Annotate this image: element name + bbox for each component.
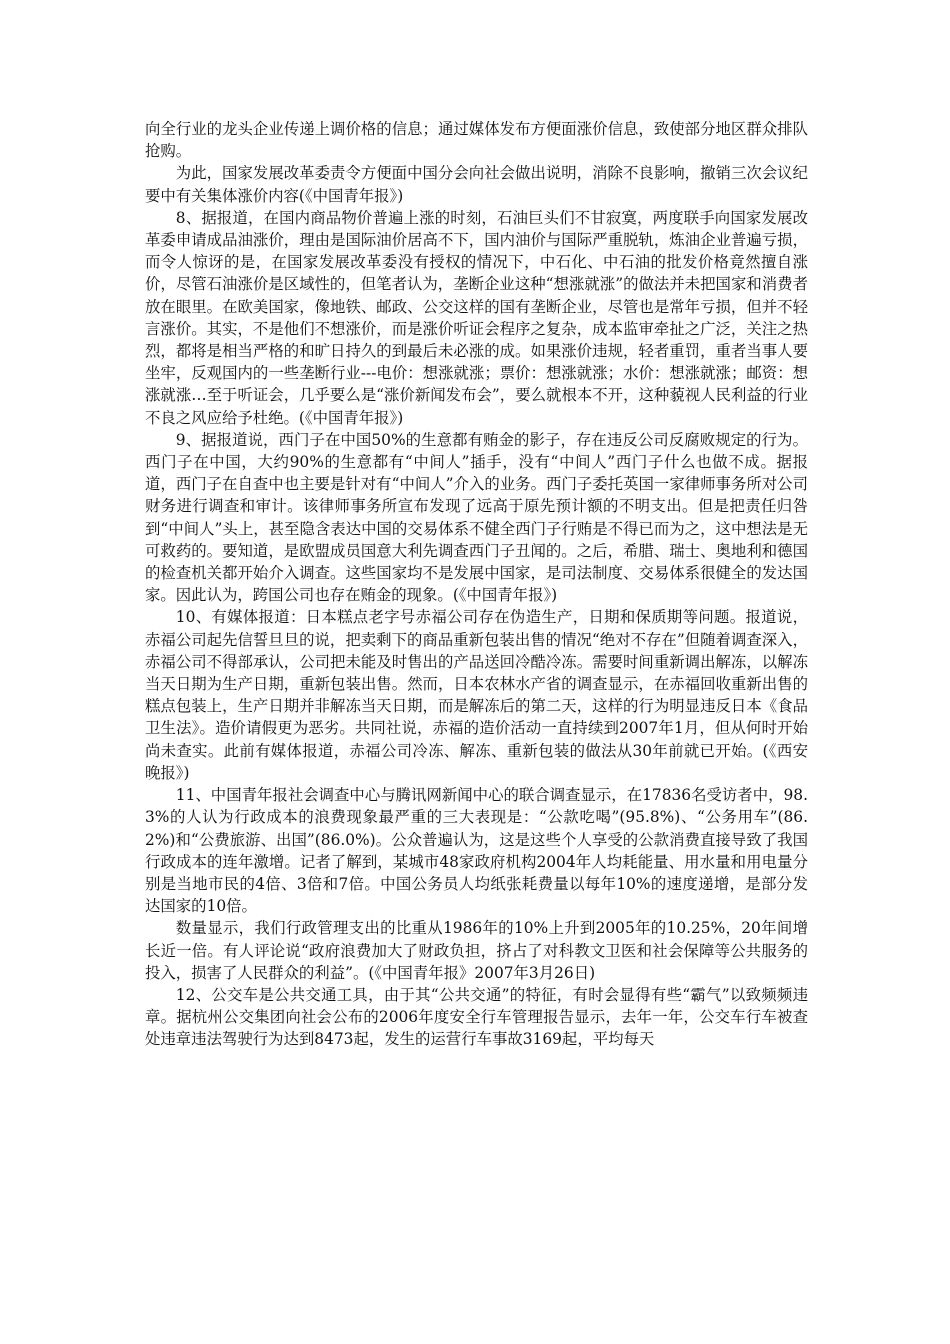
paragraph: 数量显示，我们行政管理支出的比重从1986年的10%上升到2005年的10.25%，20年间增长近一倍。有人评论说“政府浪费加大了财政负担，挤占了对科教文卫医和社会保障等公共服务的投入，损害了人民群众的利益”。(《中国青年报》2007年3月26日) <box>145 919 808 982</box>
paragraph-item-9: 9、据报道说，西门子在中国50%的生意都有贿金的影子，存在违反公司反腐败规定的行为。西门子在中国，大约90%的生意都有“中间人”插手，没有“中间人”西门子什么也做不成。据报道，西门子在自查中也主要是针对有“中间人”介入的业务。西门子委托英国一家律师事务所对公司财务进行调查和审计。该律师事务所宣布发现了远高于原先预计额的不明支出。但是把责任归咎到“中间人”头上，甚至隐含表达中国的交易体系不健全西门子行贿是不得已而为之，这中想法是无可救药的。要知道，是欧盟成员国意大利先调查西门子丑闻的。之后，希腊、瑞士、奥地利和德国的检查机关都开始介入调查。这些国家均不是发展中国家，是司法制度、交易体系很健全的发达国家。因此认为，跨国公司也存在贿金的现象。(《中国青年报》) <box>145 430 808 605</box>
document-page <box>145 118 808 1051</box>
paragraph: 为此，国家发展改革委责令方便面中国分会向社会做出说明，消除不良影响，撤销三次会议纪要中有关集体涨价内容(《中国青年报》) <box>145 164 808 205</box>
paragraph-item-10: 10、有媒体报道：日本糕点老字号赤福公司存在伪造生产，日期和保质期等问题。报道说，赤福公司起先信誓旦旦的说，把卖剩下的商品重新包装出售的情况“绝对不存在”但随着调查深入，赤福公司不得部承认，公司把未能及时售出的产品送回冷酷冷冻。需要时间重新调出解冻，以解冻当天日期为生产日期，重新包装出售。然而，日本农林水产省的调查显示，在赤福回收重新出售的糕点包装上，生产日期并非解冻当天日期，而是解冻后的第二天，这样的行为明显违反日本《食品卫生法》。造价请假更为恶劣。共同社说，赤福的造价活动一直持续到2007年1月，但从何时开始尚未查实。此前有媒体报道，赤福公司冷冻、解冻、重新包装的做法从30年前就已开始。(《西安晚报》) <box>145 608 808 782</box>
paragraph-continued: 向全行业的龙头企业传递上调价格的信息；通过媒体发布方便面涨价信息，致使部分地区群众排队抢购。 <box>145 120 808 161</box>
paragraph-item-12: 12、公交车是公共交通工具，由于其“公共交通”的特征，有时会显得有些“霸气”以致频频违章。据杭州公交集团向社会公布的2006年度安全行车管理报告显示，去年一年，公交车行车被查处违章违法驾驶行为达到8473起，发生的运营行车事故3169起，平均每天 <box>145 985 808 1049</box>
paragraph-item-11: 11、中国青年报社会调查中心与腾讯网新闻中心的联合调查显示，在17836名受访者中，98.3%的人认为行政成本的浪费现象最严重的三大表现是：“公款吃喝”(95.8%)、“公务用车”(86.2%)和“公费旅游、出国”(86.0%)。公众普遍认为，这是这些个人享受的公款消费直接导致了我国行政成本的连年激增。记者了解到，某城市48家政府机构2004年人均耗能量、用水量和用电量分别是当地市民的4倍、3倍和7倍。中国公务员人均纸张耗费量以每年10%的速度递增，是部分发达国家的10倍。 <box>145 786 808 916</box>
paragraph-item-8: 8、据报道，在国内商品物价普遍上涨的时刻，石油巨头们不甘寂寞，两度联手向国家发展改革委申请成品油涨价，理由是国际油价居高不下，国内油价与国际严重脱轨，炼油企业普遍亏损，而令人惊讶的是，在国家发展改革委没有授权的情况下，中石化、中石油的批发价格竟然擅自涨价，尽管石油涨价是区域性的，但笔者认为，垄断企业这种“想涨就涨”的做法并未把国家和消费者放在眼里。在欧美国家，像地铁、邮政、公交这样的国有垄断企业，尽管也是常年亏损，但并不轻言涨价。其实，不是他们不想涨价，而是涨价听证会程序之复杂，成本监审牵扯之广泛，关注之热烈，都将是相当严格的和旷日持久的到最后未必涨的成。如果涨价违规，轻者重罚，重者当事人要坐牢，反观国内的一些垄断行业---电价：想涨就涨；票价：想涨就涨；水价：想涨就涨；邮资：想涨就涨…至于听证会，几乎要么是“涨价新闻发布会”，要么就根本不开，这种藐视人民利益的行业不良之风应给予杜绝。(《中国青年报》) <box>145 208 808 427</box>
